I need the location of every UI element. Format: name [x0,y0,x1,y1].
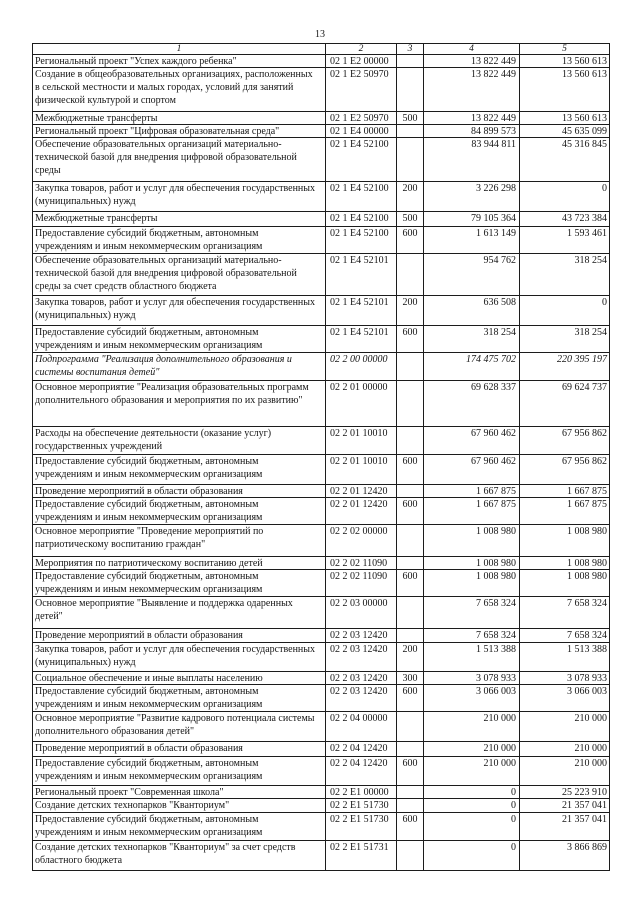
row-code: 02 2 03 00000 [326,597,397,628]
row-expense-type [397,799,424,812]
row-amount-col5: 210 000 [520,757,610,785]
row-code: 02 1 E2 50970 [326,112,397,124]
row-amount-col4: 1 008 980 [424,525,520,556]
row-expense-type: 600 [397,227,424,253]
row-amount-col4: 67 960 462 [424,455,520,484]
row-description: Обеспечение образовательных организаций материально- технической базой для внедрения цифровой образовательной среды [33,138,326,181]
row-amount-col5: 1 008 980 [520,570,610,596]
header-col-2: 2 [326,44,397,54]
row-expense-type: 600 [397,813,424,840]
row-description: Проведение мероприятий в области образования [33,742,326,756]
row-code: 02 2 03 12420 [326,672,397,684]
row-description: Основное мероприятие "Выявление и поддержка одаренных детей" [33,597,326,628]
row-amount-col4: 1 008 980 [424,570,520,596]
row-amount-col5: 0 [520,296,610,325]
row-description: Подпрограмма "Реализация дополнительного образования и системы воспитания детей" [33,353,326,380]
row-amount-col5: 1 593 461 [520,227,610,253]
row-expense-type [397,629,424,642]
row-code: 02 2 01 12420 [326,498,397,524]
row-amount-col5: 21 357 041 [520,813,610,840]
row-amount-col5: 7 658 324 [520,629,610,642]
row-description: Основное мероприятие "Проведение мероприятий по патриотическому воспитанию граждан" [33,525,326,556]
row-expense-type: 600 [397,326,424,352]
header-col-5: 5 [520,44,610,54]
row-code: 02 2 04 12420 [326,742,397,756]
row-description: Предоставление субсидий бюджетным, автономным учреждениям и иным некоммерческим организациям [33,685,326,711]
row-amount-col4: 67 960 462 [424,427,520,454]
table-row [33,112,610,125]
row-amount-col5: 3 078 933 [520,672,610,684]
row-amount-col4: 210 000 [424,742,520,756]
row-code: 02 2 02 11090 [326,557,397,569]
row-amount-col4: 7 658 324 [424,629,520,642]
row-amount-col5: 1 513 388 [520,643,610,671]
page-number: 13 [315,29,325,40]
row-expense-type: 600 [397,455,424,484]
row-code: 02 2 00 00000 [326,353,397,380]
table-row [33,212,610,227]
row-code: 02 2 04 12420 [326,757,397,785]
row-expense-type [397,68,424,111]
row-expense-type [397,55,424,67]
row-description: Региональный проект "Цифровая образовательная среда" [33,125,326,137]
table-row [33,525,610,557]
row-code: 02 2 E1 00000 [326,786,397,798]
row-expense-type: 300 [397,672,424,684]
row-description: Межбюджетные трансферты [33,112,326,124]
row-description: Региональный проект "Успех каждого ребенка" [33,55,326,67]
table-row [33,786,610,799]
row-amount-col4: 1 667 875 [424,498,520,524]
table-row [33,254,610,296]
row-expense-type [397,381,424,426]
row-amount-col4: 3 066 003 [424,685,520,711]
row-code: 02 1 E4 52100 [326,138,397,181]
row-code: 02 2 03 12420 [326,685,397,711]
table-row [33,570,610,597]
row-description: Межбюджетные трансферты [33,212,326,226]
row-amount-col5: 0 [520,182,610,211]
budget-table [32,43,610,871]
row-expense-type [397,557,424,569]
row-amount-col4: 83 944 811 [424,138,520,181]
table-row [33,813,610,841]
row-code: 02 2 03 12420 [326,643,397,671]
row-amount-col5: 220 395 197 [520,353,610,380]
row-amount-col5: 1 008 980 [520,557,610,569]
table-row [33,182,610,212]
row-description: Основное мероприятие "Реализация образовательных программ дополнительного образования и мероприятия по их развитию" [33,381,326,426]
row-expense-type: 600 [397,685,424,711]
row-amount-col5: 67 956 862 [520,427,610,454]
row-amount-col4: 1 613 149 [424,227,520,253]
row-amount-col4: 84 899 573 [424,125,520,137]
row-code: 02 2 01 12420 [326,485,397,497]
row-code: 02 2 03 12420 [326,629,397,642]
row-amount-col5: 13 560 613 [520,68,610,111]
table-row [33,55,610,68]
row-expense-type [397,742,424,756]
row-description: Региональный проект "Современная школа" [33,786,326,798]
table-row [33,757,610,786]
table-row [33,381,610,427]
row-amount-col5: 1 667 875 [520,485,610,497]
row-expense-type [397,525,424,556]
row-description: Предоставление субсидий бюджетным, автономным учреждениям и иным некоммерческим организациям [33,498,326,524]
row-amount-col5: 13 560 613 [520,55,610,67]
row-expense-type [397,138,424,181]
row-amount-col4: 13 822 449 [424,68,520,111]
row-amount-col4: 0 [424,786,520,798]
row-amount-col4: 3 078 933 [424,672,520,684]
row-description: Проведение мероприятий в области образования [33,485,326,497]
table-row [33,498,610,525]
row-amount-col4: 13 822 449 [424,55,520,67]
row-amount-col5: 45 316 845 [520,138,610,181]
table-row [33,742,610,757]
row-amount-col4: 210 000 [424,712,520,741]
row-expense-type: 200 [397,296,424,325]
header-col-3: 3 [397,44,424,54]
row-amount-col4: 69 628 337 [424,381,520,426]
row-code: 02 2 01 00000 [326,381,397,426]
row-description: Обеспечение образовательных организаций материально- технической базой для внедрения цифровой образовательной среды за счет средств областного бюджета [33,254,326,295]
row-expense-type: 600 [397,757,424,785]
row-amount-col4: 1 513 388 [424,643,520,671]
table-row [33,138,610,182]
table-row [33,629,610,643]
row-amount-col4: 1 008 980 [424,557,520,569]
row-code: 02 2 E1 51730 [326,813,397,840]
row-description: Предоставление субсидий бюджетным, автономным учреждениям и иным некоммерческим организациям [33,227,326,253]
row-amount-col5: 1 667 875 [520,498,610,524]
row-amount-col5: 318 254 [520,326,610,352]
row-code: 02 1 E4 52100 [326,212,397,226]
row-amount-col4: 7 658 324 [424,597,520,628]
row-description: Предоставление субсидий бюджетным, автономным учреждениям и иным некоммерческим организациям [33,455,326,484]
row-expense-type: 600 [397,498,424,524]
table-row [33,672,610,685]
row-code: 02 1 E4 52100 [326,227,397,253]
row-amount-col4: 318 254 [424,326,520,352]
row-code: 02 1 E4 52101 [326,296,397,325]
row-description: Закупка товаров, работ и услуг для обеспечения государственных (муниципальных) нужд [33,182,326,211]
row-amount-col5: 13 560 613 [520,112,610,124]
row-code: 02 2 01 10010 [326,455,397,484]
row-expense-type [397,712,424,741]
row-expense-type [397,254,424,295]
row-code: 02 1 E2 50970 [326,68,397,111]
row-description: Создание детских технопарков "Кванториум" за счет средств областного бюджета [33,841,326,870]
row-description: Предоставление субсидий бюджетным, автономным учреждениям и иным некоммерческим организациям [33,326,326,352]
row-amount-col4: 0 [424,799,520,812]
row-amount-col5: 210 000 [520,742,610,756]
table-row [33,427,610,455]
row-amount-col4: 0 [424,813,520,840]
row-amount-col5: 21 357 041 [520,799,610,812]
row-description: Закупка товаров, работ и услуг для обеспечения государственных (муниципальных) нужд [33,296,326,325]
row-code: 02 1 E4 52101 [326,254,397,295]
row-description: Предоставление субсидий бюджетным, автономным учреждениям и иным некоммерческим организациям [33,757,326,785]
row-amount-col5: 43 723 384 [520,212,610,226]
row-expense-type [397,485,424,497]
row-code: 02 1 E4 00000 [326,125,397,137]
table-row [33,643,610,672]
table-row [33,227,610,254]
row-expense-type [397,427,424,454]
table-row [33,799,610,813]
row-amount-col5: 318 254 [520,254,610,295]
row-amount-col4: 210 000 [424,757,520,785]
table-row [33,455,610,485]
row-amount-col5: 45 635 099 [520,125,610,137]
row-amount-col5: 1 008 980 [520,525,610,556]
row-description: Основное мероприятие "Развитие кадрового потенциала системы дополнительного образования детей" [33,712,326,741]
table-row [33,685,610,712]
row-amount-col4: 79 105 364 [424,212,520,226]
header-col-1: 1 [33,44,326,54]
row-amount-col4: 174 475 702 [424,353,520,380]
row-description: Мероприятия по патриотическому воспитанию детей [33,557,326,569]
row-code: 02 2 E1 51730 [326,799,397,812]
row-amount-col5: 25 223 910 [520,786,610,798]
row-expense-type: 600 [397,570,424,596]
row-description: Проведение мероприятий в области образования [33,629,326,642]
row-code: 02 2 02 00000 [326,525,397,556]
row-description: Закупка товаров, работ и услуг для обеспечения государственных (муниципальных) нужд [33,643,326,671]
row-amount-col4: 1 667 875 [424,485,520,497]
row-description: Социальное обеспечение и иные выплаты населению [33,672,326,684]
table-row [33,712,610,742]
row-amount-col4: 0 [424,841,520,870]
row-code: 02 1 E4 52101 [326,326,397,352]
row-description: Создание в общеобразовательных организациях, расположенных в сельской местности и малых городах, условий для занятий физической культурой и спортом [33,68,326,111]
row-amount-col5: 69 624 737 [520,381,610,426]
row-description: Расходы на обеспечение деятельности (оказание услуг) государственных учреждений [33,427,326,454]
row-code: 02 1 E4 52100 [326,182,397,211]
row-amount-col5: 210 000 [520,712,610,741]
header-col-4: 4 [424,44,520,54]
row-expense-type: 500 [397,112,424,124]
row-expense-type [397,597,424,628]
row-amount-col4: 13 822 449 [424,112,520,124]
row-code: 02 2 04 00000 [326,712,397,741]
row-amount-col5: 67 956 862 [520,455,610,484]
table-row [33,68,610,112]
row-amount-col5: 7 658 324 [520,597,610,628]
row-code: 02 1 E2 00000 [326,55,397,67]
table-row [33,597,610,629]
row-amount-col5: 3 066 003 [520,685,610,711]
row-description: Предоставление субсидий бюджетным, автономным учреждениям и иным некоммерческим организациям [33,813,326,840]
row-expense-type [397,841,424,870]
row-expense-type [397,125,424,137]
table-row [33,125,610,138]
table-row [33,557,610,570]
row-description: Создание детских технопарков "Кванториум" [33,799,326,812]
table-header-row [33,44,610,55]
table-row [33,485,610,498]
table-row [33,353,610,381]
table-row [33,841,610,871]
row-code: 02 2 01 10010 [326,427,397,454]
row-amount-col5: 3 866 869 [520,841,610,870]
row-expense-type [397,786,424,798]
row-code: 02 2 E1 51731 [326,841,397,870]
row-amount-col4: 636 508 [424,296,520,325]
table-row [33,296,610,326]
row-expense-type: 500 [397,212,424,226]
table-row [33,326,610,353]
row-amount-col4: 3 226 298 [424,182,520,211]
row-expense-type [397,353,424,380]
row-expense-type: 200 [397,182,424,211]
row-amount-col4: 954 762 [424,254,520,295]
row-code: 02 2 02 11090 [326,570,397,596]
row-expense-type: 200 [397,643,424,671]
row-description: Предоставление субсидий бюджетным, автономным учреждениям и иным некоммерческим организациям [33,570,326,596]
